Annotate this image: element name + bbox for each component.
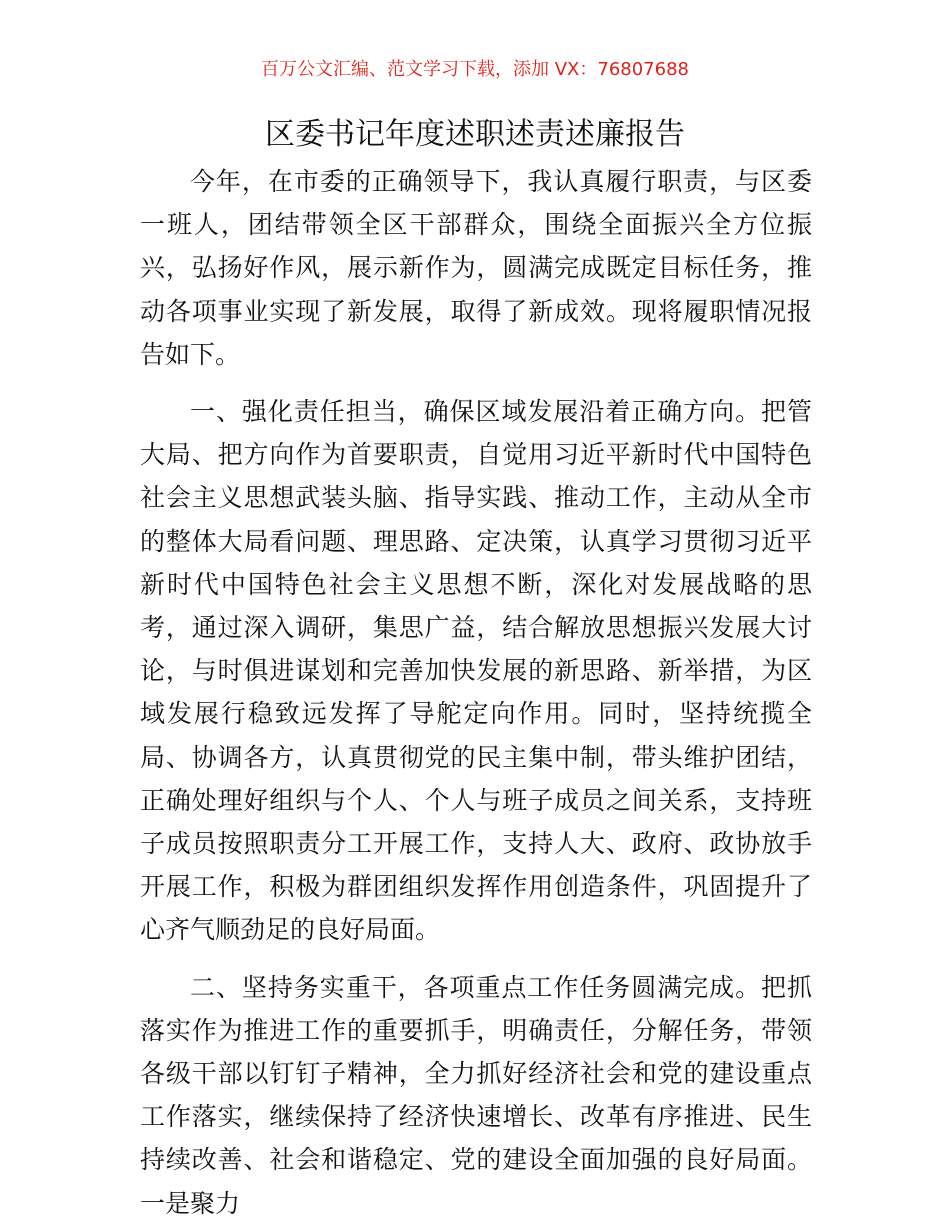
paragraph-intro: 今年，在市委的正确领导下，我认真履行职责，与区委一班人，团结带领全区干部群众，围绕全面振兴全方位振兴，弘扬好作风，展示新作为，圆满完成既定目标任务，推动各项事业实现了新发展，取得了新成效。现将履职情况报告如下。 [140,167,812,369]
document-body [140,160,812,1225]
paragraph-section-one: 一、强化责任担当，确保区域发展沿着正确方向。把管大局、把方向作为首要职责，自觉用习近平新时代中国特色社会主义思想武装头脑、指导实践、推动工作，主动从全市的整体大局看问题、理思路、定决策，认真学习贯彻习近平新时代中国特色社会主义思想不断，深化对发展战略的思考，通过深入调研，集思广益，结合解放思想振兴发展大讨论，与时俱进谋划和完善加快发展的新思路、新举措，为区域发展行稳致远发挥了导舵定向作用。同时，坚持统揽全局、协调各方，认真贯彻党的民主集中制，带头维护团结，正确处理好组织与个人、个人与班子成员之间关系，支持班子成员按照职责分工开展工作，支持人大、政府、政协放手开展工作，积极为群团组织发挥作用创造条件，巩固提升了心齐气顺劲足的良好局面。 [140,397,812,945]
header-banner: 百万公文汇编、范文学习下载，添加 VX：76807688 [261,59,689,80]
paragraph-section-two: 二、坚持务实重干，各项重点工作任务圆满完成。把抓落实作为推进工作的重要抓手，明确责任，分解任务，带领各级干部以钉钉子精神，全力抓好经济社会和党的建设重点工作落实，继续保持了经济快速增长、改革有序推进、民生持续改善、社会和谐稳定、党的建设全面加强的良好局面。一是聚力 [140,972,812,1218]
page-title: 区委书记年度述职述责述廉报告 [265,117,685,152]
